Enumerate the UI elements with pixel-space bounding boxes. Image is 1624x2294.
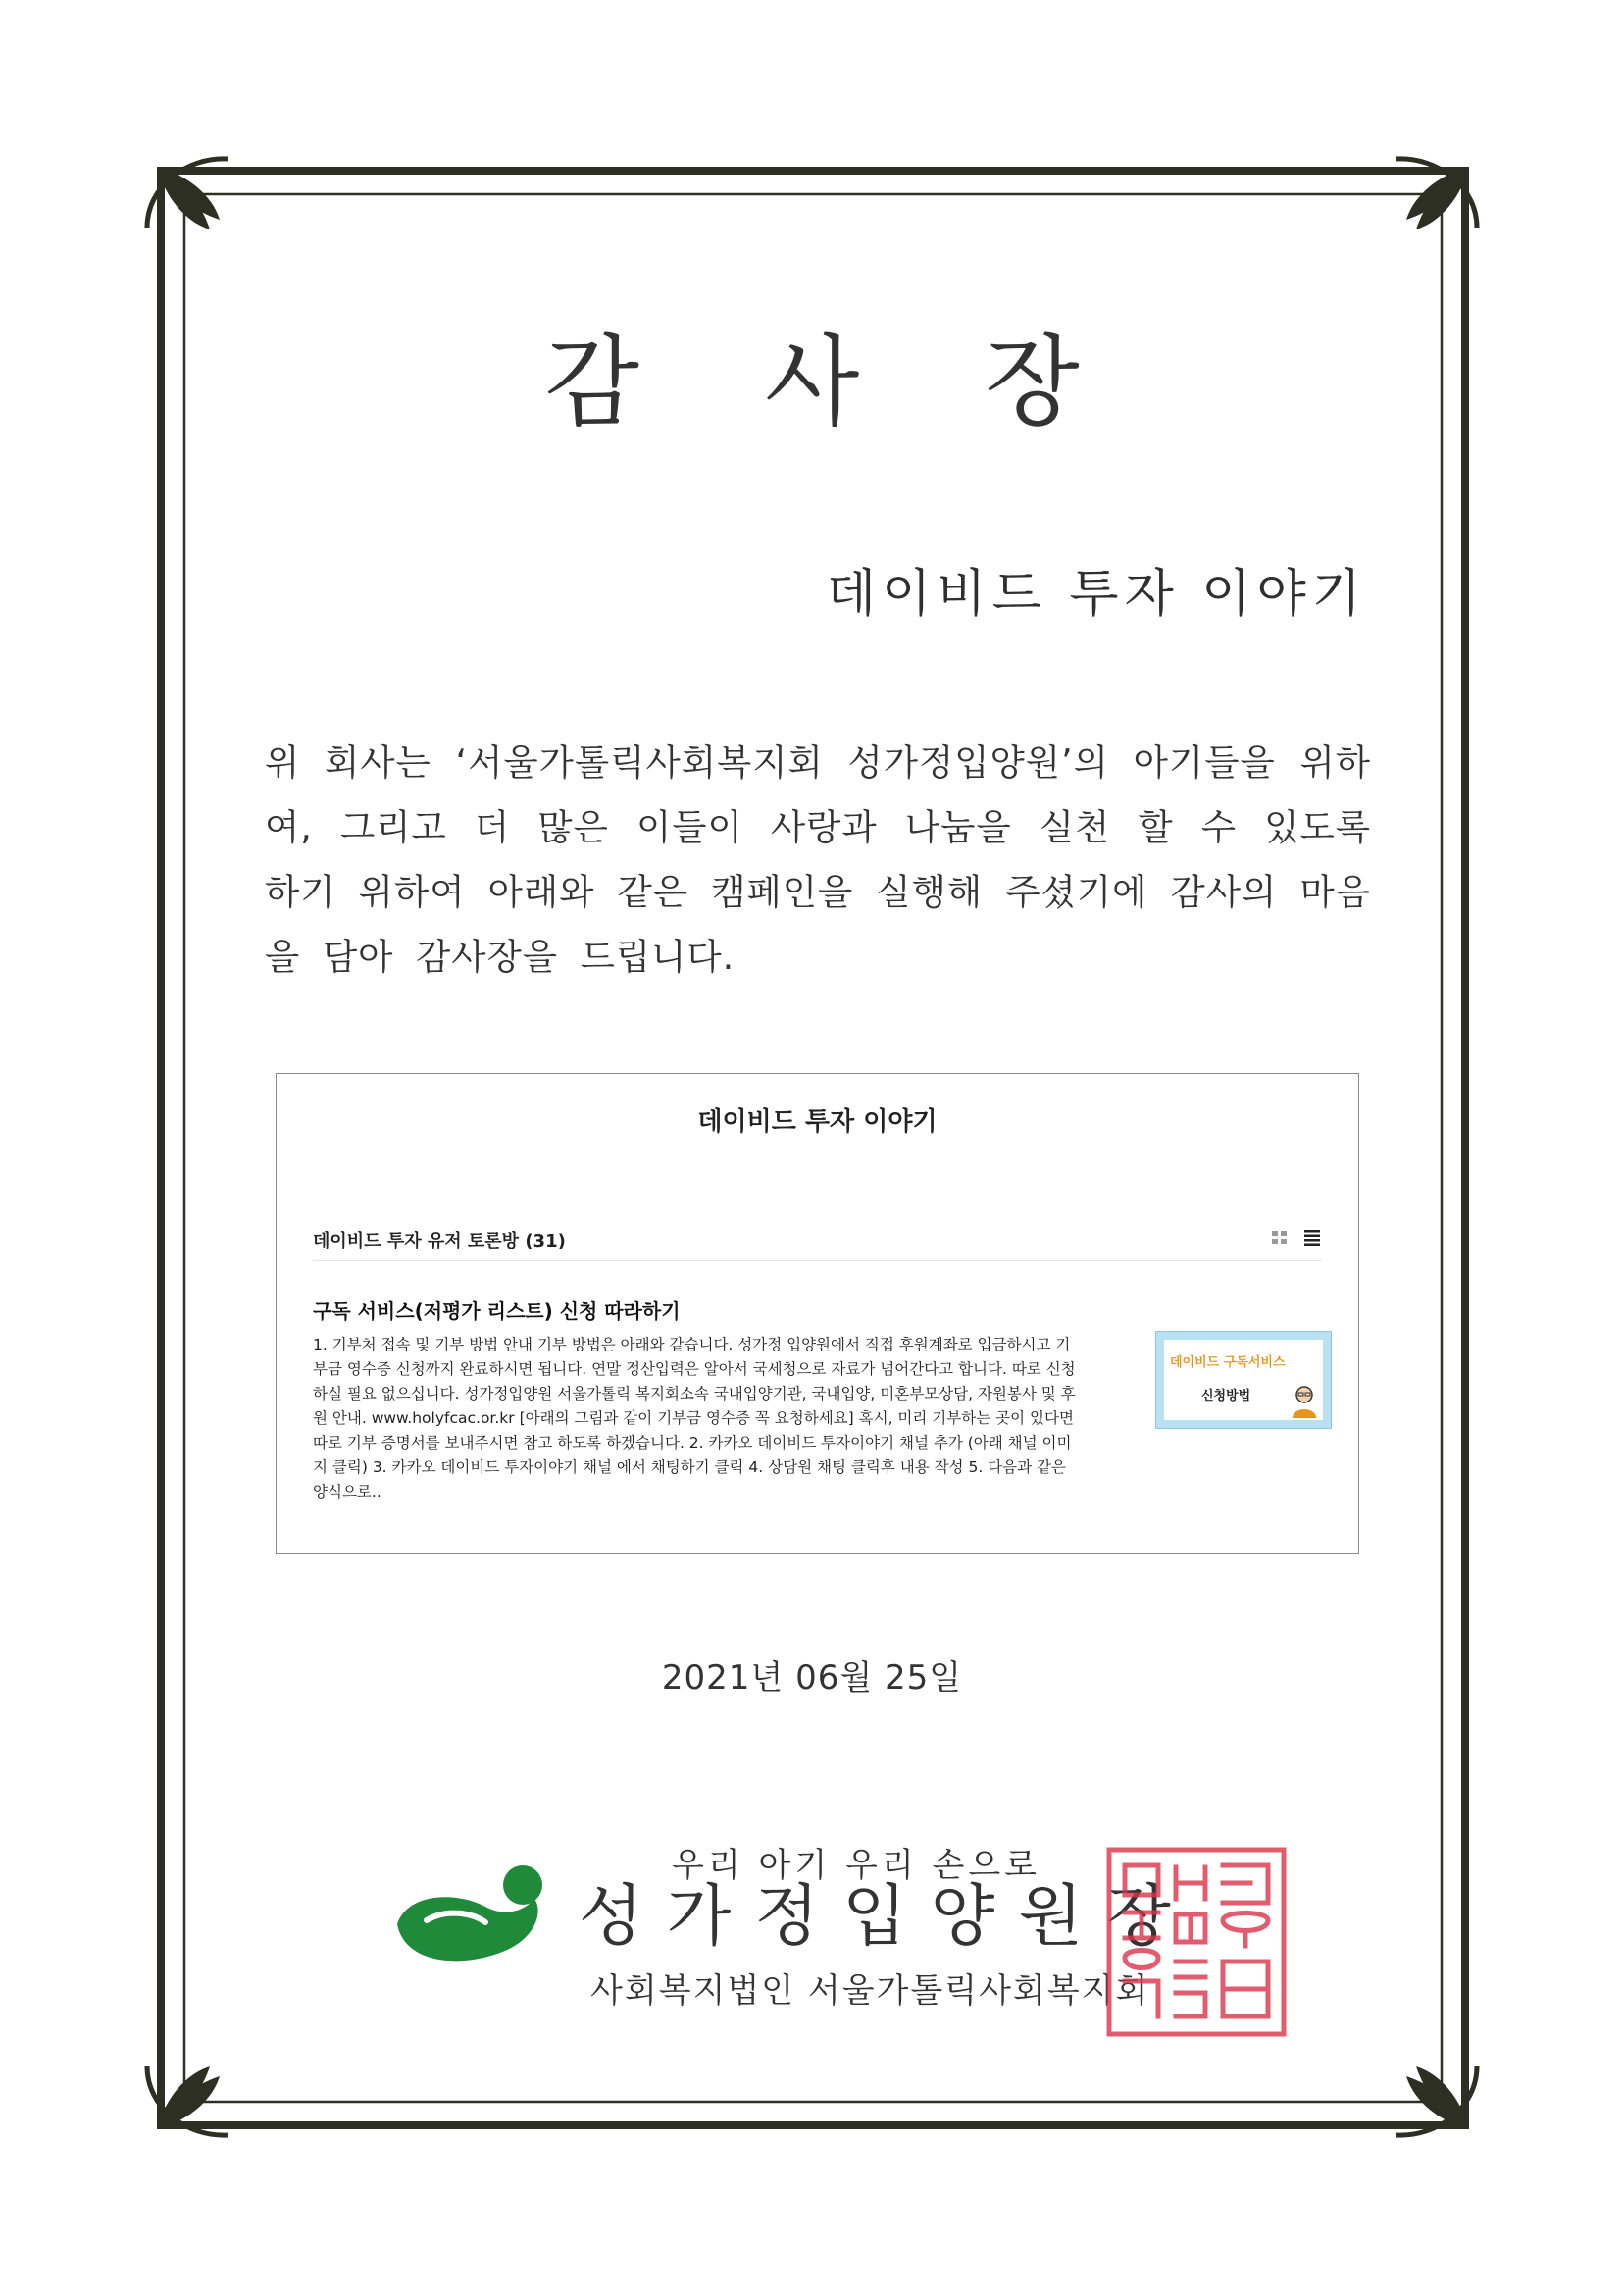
organization-logo-icon [387, 1863, 574, 1971]
recipient-name: 데이비드 투자 이야기 [826, 565, 1367, 624]
capture-title: 데이비드 투자 이야기 [697, 1107, 938, 1137]
issuer-name: 성가정입양원장 [579, 1878, 1194, 1956]
certificate-title: 감 사 장 [544, 325, 1127, 439]
thumbnail-line2: 신청방법 [1201, 1389, 1251, 1403]
issuer-subtitle: 사회복지법인 서울가톨릭사회복지회 [590, 1971, 1150, 2011]
thumbnail-line1: 데이비드 구독서비스 [1170, 1355, 1286, 1370]
grid-view-icon[interactable] [1270, 1227, 1290, 1247]
view-toggle [1270, 1227, 1322, 1250]
issue-date: 2021년 06월 25일 [661, 1658, 963, 1698]
web-capture-panel [276, 1073, 1359, 1554]
board-header [313, 1221, 1322, 1261]
official-seal-stamp [1103, 1844, 1290, 2040]
person-icon [1290, 1385, 1319, 1418]
post-excerpt: 1. 기부처 접속 및 기부 방법 안내 기부 방법은 아래와 같습니다. 성가정 입양원에서 직접 후원계좌로 입금하시고 기부금 영수증 신청까지 완료하시면 됩니다. 연말 정산입력은 알아서 국세청으로 자료가 넘어간다고 합니다. 따로 신청 하실 필요 없으십니다. 성가정입양원 서울가톨릭 복지회소속 국내입양기관, 국내입양, 미혼부모상담, 자원봉사 및 후원 안내. www.holyfcac.or.kr [아래의 그림과 같이 기부금 영수증 꼭 요청하세요] 혹시, 미리 기부하는 곳이 있다면 따로 기부 증명서를 보내주시면 참고 하도록 하겠습니다. 2. 카카오 데이비드 투자이야기 채널 추가 (아래 채널 이미지 클릭) 3. 카카오 데이비드 투자이야기 채널 에서 채팅하기 클릭 4. 상담원 채팅 클릭후 내용 작성 5. 다음과 같은 양식으로.. [313, 1336, 1076, 1501]
list-view-icon[interactable] [1302, 1227, 1322, 1247]
issuer-motto: 우리 아기 우리 손으로 [672, 1846, 1041, 1885]
post-thumbnail[interactable] [1155, 1331, 1332, 1429]
post-title[interactable]: 구독 서비스(저평가 리스트) 신청 따라하기 [313, 1300, 681, 1323]
board-title[interactable]: 데이비드 투자 유저 토론방 (31) [313, 1231, 566, 1251]
certificate-body: 위 회사는 ‘서울가톨릭사회복지회 성가정입양원’의 아기들을 위하여, 그리고 더 많은 이들이 사랑과 나눔을 실천 할 수 있도록 하기 위하여 아래와 같은 캠페인을 실행해 주셨기에 감사의 마음을 담아 감사장을 드립니다. [265, 741, 1371, 978]
